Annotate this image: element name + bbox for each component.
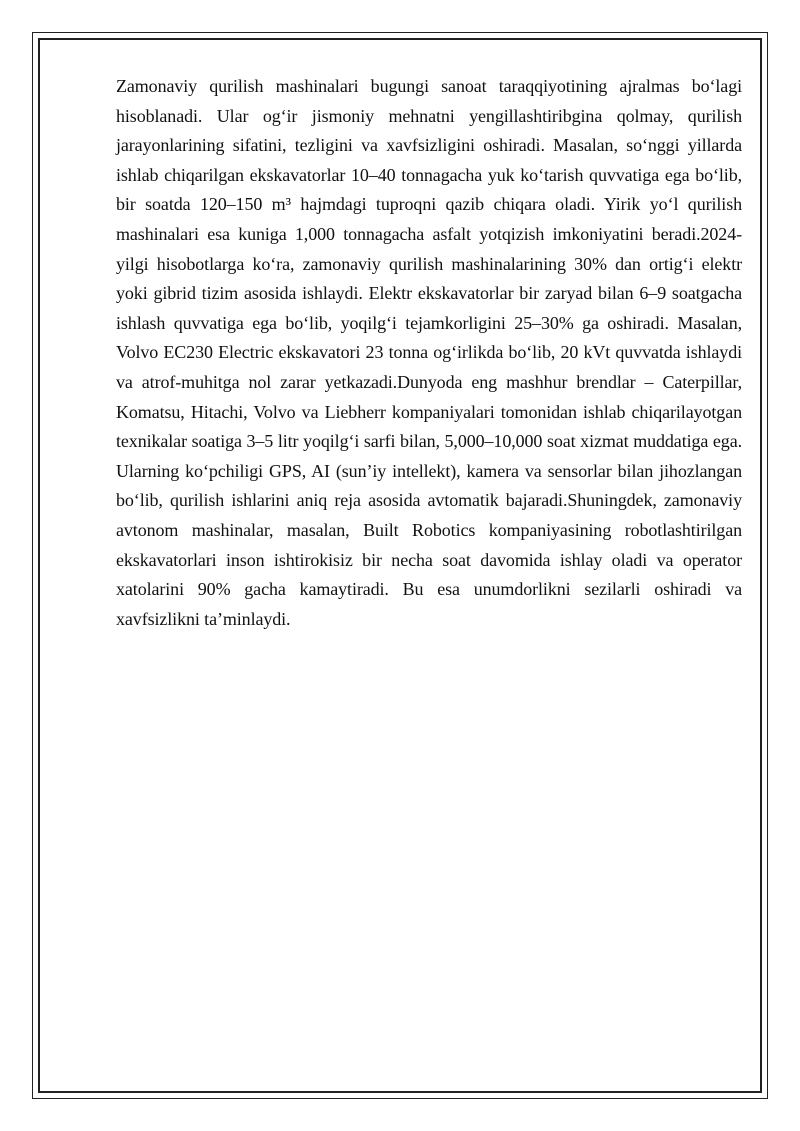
body-paragraph: Zamonaviy qurilish mashinalari bugungi sanoat taraqqiyotining ajralmas bo‘lagi hisoblanadi. Ular og‘ir jismoniy mehnatni yengillashtiribgina qolmay, qurilish jarayonlarining sifatini, tezligini va xavfsizligini oshiradi. Masalan, so‘nggi yillarda ishlab chiqarilgan ekskavatorlar 10–40 tonnagacha yuk ko‘tarish quvvatiga ega bo‘lib, bir soatda 120–150 m³ hajmdagi tuproqni qazib chiqara oladi. Yirik yo‘l qurilish mashinalari esa kuniga 1,000 tonnagacha asfalt yotqizish imkoniyatini beradi.2024-yilgi hisobotlarga ko‘ra, zamonaviy qurilish mashinalarining 30% dan ortig‘i elektr yoki gibrid tizim asosida ishlaydi. Elektr ekskavatorlar bir zaryad bilan 6–9 soatgacha ishlash quvvatiga ega bo‘lib, yoqilg‘i tejamkorligini 25–30% ga oshiradi. Masalan, Volvo EC230 Electric ekskavatori 23 tonna og‘irlikda bo‘lib, 20 kVt quvvatda ishlaydi va atrof-muhitga nol zarar yetkazadi.Dunyoda eng mashhur brendlar – Caterpillar, Komatsu, Hitachi, Volvo va Liebherr kompaniyalari tomonidan ishlab chiqarilayotgan texnikalar soatiga 3–5 litr yoqilg‘i sarfi bilan, 5,000–10,000 soat xizmat muddatiga ega. Ularning ko‘pchiligi GPS, AI (sun’iy intellekt), kamera va sensorlar bilan jihozlangan bo‘lib, qurilish ishlarini aniq reja asosida avtomatik bajaradi.Shuningdek, zamonaviy avtonom mashinalar, masalan, Built Robotics kompaniyasining robotlashtirilgan ekskavatorlari inson ishtirokisiz bir necha soat davomida ishlay oladi va operator xatolarini 90% gacha kamaytiradi. Bu esa unumdorlikni sezilarli oshiradi va xavfsizlikni ta’minlaydi. xyxy=(116,76,742,629)
